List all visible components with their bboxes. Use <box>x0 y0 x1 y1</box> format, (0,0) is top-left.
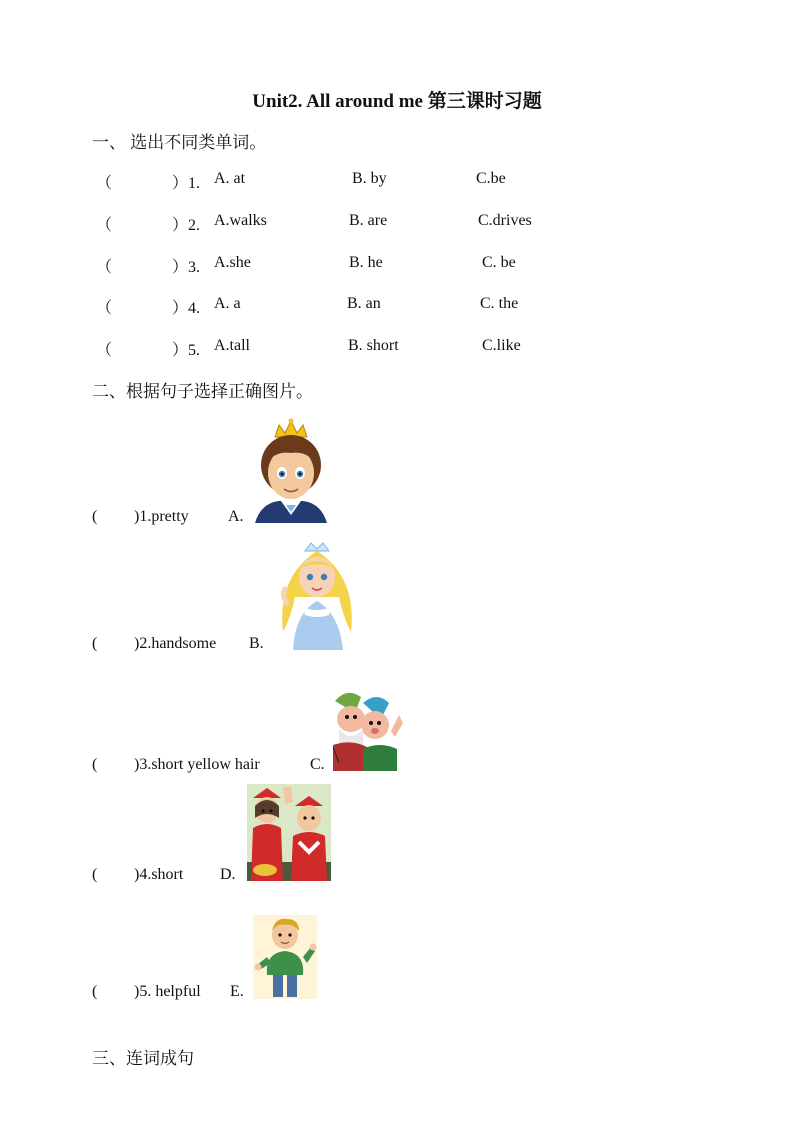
option-c: C.drives <box>478 212 532 229</box>
question-number: ）4. <box>172 300 201 317</box>
answer-paren-open: （ <box>96 342 113 359</box>
answer-paren-open: ( <box>92 983 98 1000</box>
option-b: B. an <box>347 295 381 312</box>
answer-paren-open: （ <box>96 300 113 317</box>
option-b: B. he <box>349 254 383 271</box>
question-number: ）5. <box>172 342 201 359</box>
answer-paren-open: ( <box>92 635 98 652</box>
prince-illustration <box>253 415 329 523</box>
answer-paren-open: ( <box>92 756 98 773</box>
option-a: A.tall <box>214 337 250 354</box>
option-c: C.be <box>476 170 506 187</box>
option-a: A. a <box>214 295 241 312</box>
question-number: ）2. <box>172 217 201 234</box>
dwarfs-illustration <box>333 687 403 771</box>
question-number: ）1. <box>172 175 201 192</box>
boy-yellow-hair-icon <box>253 915 317 999</box>
answer-paren-open: ( <box>92 866 98 883</box>
dwarfs-icon <box>333 687 403 771</box>
option-a: A.walks <box>214 212 267 229</box>
princess-icon <box>273 537 362 650</box>
option-a: A. at <box>214 170 246 187</box>
helpers-illustration <box>247 784 331 881</box>
picture-letter: D. <box>220 866 236 883</box>
page-title: Unit2. All around me 第三课时习题 <box>252 91 542 112</box>
helpers-icon <box>247 784 331 881</box>
option-c: C. the <box>480 295 519 312</box>
option-b: B. are <box>349 212 388 229</box>
answer-paren-open: （ <box>96 259 113 276</box>
answer-paren-open: ( <box>92 508 98 525</box>
section-3-heading: 三、连词成句 <box>92 1049 194 1068</box>
section-1-heading: 一、 选出不同类单词。 <box>92 133 267 152</box>
picture-letter: A. <box>228 508 244 525</box>
princess-illustration <box>273 537 362 650</box>
item-text: )5. helpful <box>134 983 201 1000</box>
option-c: C.like <box>482 337 521 354</box>
item-text: )4.short <box>134 866 184 883</box>
item-text: )3.short yellow hair <box>134 756 260 773</box>
item-text: )1.pretty <box>134 508 189 525</box>
option-c: C. be <box>482 254 516 271</box>
section-2-heading: 二、根据句子选择正确图片。 <box>92 382 313 401</box>
item-text: )2.handsome <box>134 635 217 652</box>
answer-paren-open: （ <box>96 217 113 234</box>
option-a: A.she <box>214 254 251 271</box>
prince-icon <box>253 415 329 523</box>
option-b: B. by <box>352 170 387 187</box>
answer-paren-open: （ <box>96 175 113 192</box>
picture-letter: E. <box>230 983 244 1000</box>
boy-illustration <box>253 915 317 999</box>
option-b: B. short <box>348 337 399 354</box>
picture-letter: B. <box>249 635 264 652</box>
question-number: ）3. <box>172 259 201 276</box>
picture-letter: C. <box>310 756 325 773</box>
